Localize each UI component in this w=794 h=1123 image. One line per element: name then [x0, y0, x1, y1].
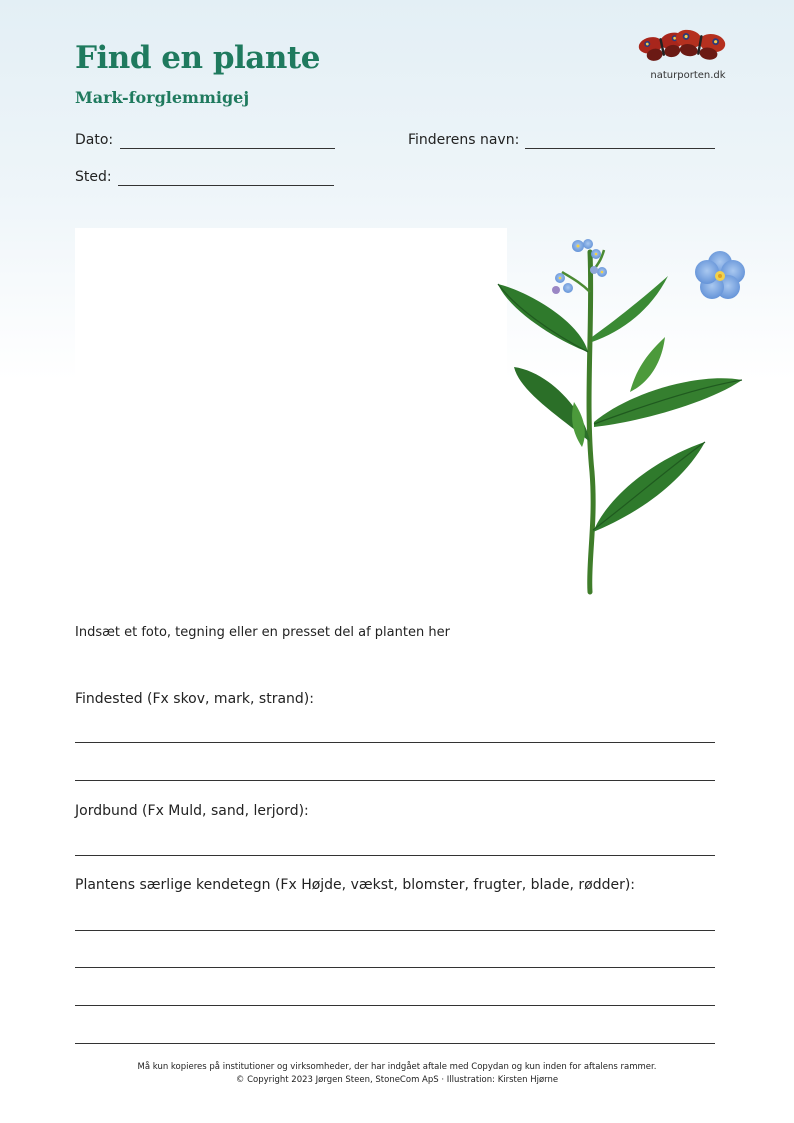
soil-line-1[interactable]: [75, 855, 715, 856]
location-line-2[interactable]: [75, 780, 715, 781]
copyright-note: © Copyright 2023 Jørgen Steen, StoneCom ApS · Illustration: Kirsten Hjørne: [235, 1075, 559, 1085]
forget-me-not-illustration: [490, 232, 780, 607]
place-label: Sted:: [75, 169, 112, 185]
brand-text[interactable]: naturporten.dk: [650, 70, 726, 81]
features-line-2[interactable]: [75, 967, 715, 968]
photo-insert-area[interactable]: [75, 228, 507, 608]
date-label: Dato:: [75, 132, 114, 148]
location-label: Findested (Fx skov, mark, strand):: [75, 691, 314, 707]
finder-label: Finderens navn:: [408, 132, 520, 148]
photo-instruction: Indsæt et foto, tegning eller en presset del af planten her: [75, 625, 450, 640]
location-line-1[interactable]: [75, 742, 715, 743]
brand-logo[interactable]: [636, 28, 740, 88]
page-title: Find en plante: [75, 40, 320, 76]
butterfly-icon: [636, 28, 740, 68]
date-field[interactable]: [120, 148, 335, 149]
features-label: Plantens særlige kendetegn (Fx Højde, vækst, blomster, frugter, blade, rødder):: [75, 877, 636, 893]
place-field[interactable]: [118, 185, 334, 186]
features-line-4[interactable]: [75, 1043, 715, 1044]
features-line-1[interactable]: [75, 930, 715, 931]
finder-field[interactable]: [525, 148, 715, 149]
soil-label: Jordbund (Fx Muld, sand, lerjord):: [75, 803, 309, 819]
features-line-3[interactable]: [75, 1005, 715, 1006]
plant-name: Mark-forglemmigej: [75, 88, 250, 107]
license-note: Må kun kopieres på institutioner og virksomheder, der har indgået aftale med Copydan og kun inden for aftalens rammer.: [137, 1062, 657, 1072]
